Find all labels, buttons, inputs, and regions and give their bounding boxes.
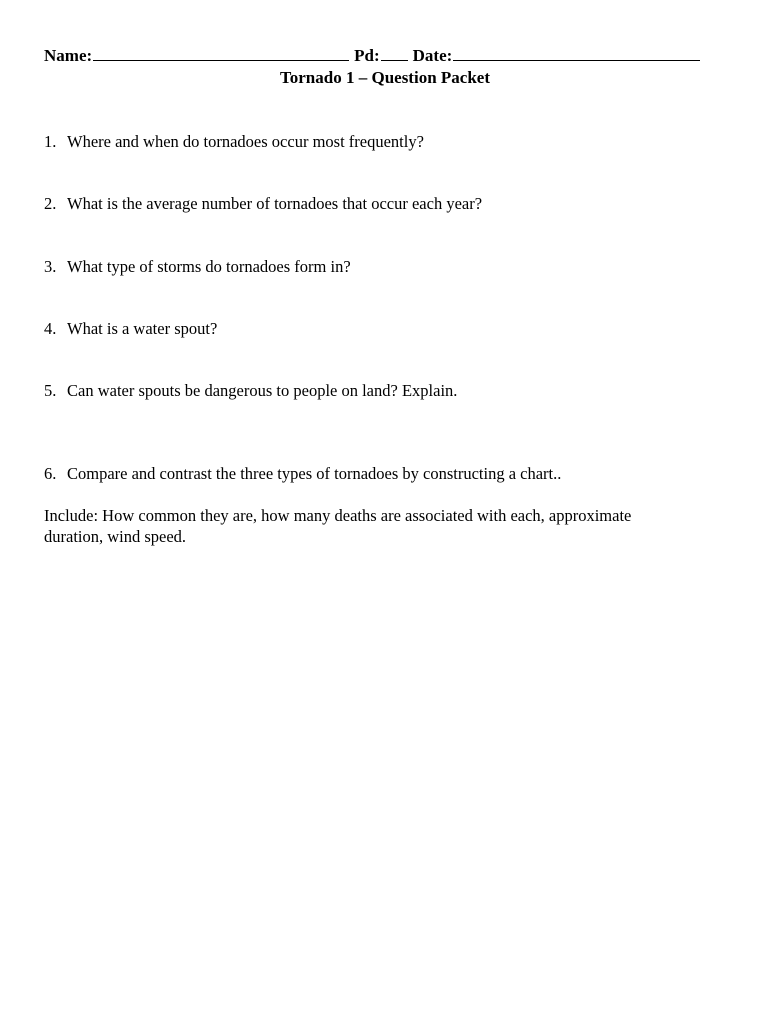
date-label: Date: bbox=[412, 46, 453, 65]
question-2 bbox=[44, 193, 724, 214]
question-number: 6. bbox=[44, 464, 57, 483]
question-1 bbox=[44, 131, 724, 152]
period-blank bbox=[381, 46, 408, 61]
question-text: What is the average number of tornadoes that occur each year? bbox=[67, 194, 483, 213]
question-text: Compare and contrast the three types of tornadoes by constructing a chart.. bbox=[67, 464, 562, 483]
question-5 bbox=[44, 380, 724, 401]
student-info-line bbox=[44, 45, 704, 67]
question-6 bbox=[44, 463, 724, 484]
page-title-text: Tornado 1 – Question Packet bbox=[279, 68, 490, 87]
include-line-2: duration, wind speed. bbox=[44, 527, 187, 546]
question-text: Can water spouts be dangerous to people on land? Explain. bbox=[67, 381, 458, 400]
question-text: What type of storms do tornadoes form in? bbox=[67, 257, 351, 276]
question-text: Where and when do tornadoes occur most frequently? bbox=[67, 132, 424, 151]
period-label: Pd: bbox=[354, 46, 380, 65]
name-blank bbox=[93, 46, 349, 61]
question-text: What is a water spout? bbox=[67, 319, 218, 338]
name-label: Name: bbox=[44, 46, 93, 65]
question-4 bbox=[44, 318, 724, 339]
question-number: 3. bbox=[44, 257, 57, 276]
question-number: 5. bbox=[44, 381, 57, 400]
question-number: 1. bbox=[44, 132, 57, 151]
include-line-1: Include: How common they are, how many deaths are associated with each, approximate bbox=[44, 506, 632, 525]
question-number: 4. bbox=[44, 319, 57, 338]
date-blank bbox=[453, 46, 700, 61]
question-3 bbox=[44, 256, 724, 277]
include-instructions bbox=[44, 505, 704, 547]
page-title bbox=[0, 67, 770, 89]
question-number: 2. bbox=[44, 194, 57, 213]
